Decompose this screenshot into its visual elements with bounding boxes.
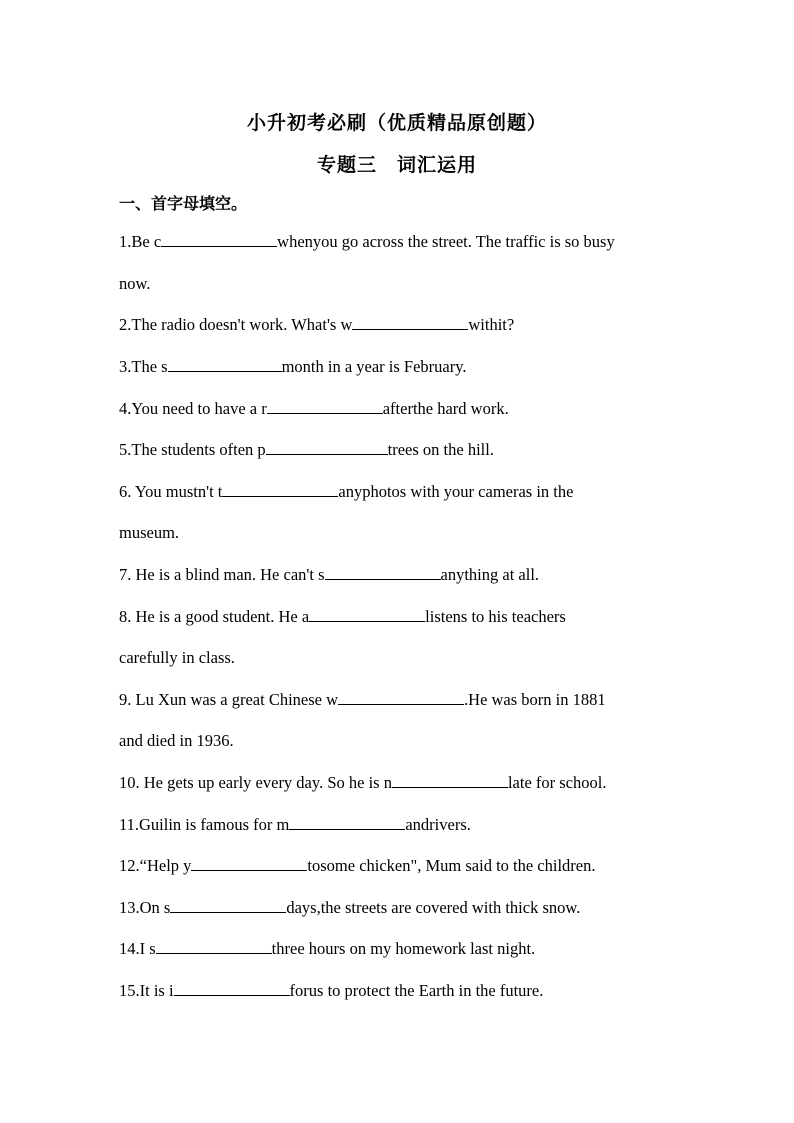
answer-blank[interactable] bbox=[267, 399, 383, 414]
answer-blank[interactable] bbox=[191, 856, 307, 871]
question-6-continued: museum. bbox=[119, 523, 180, 542]
answer-blank[interactable] bbox=[168, 357, 282, 372]
question-5: 5.The students often p trees on the hill. bbox=[119, 440, 494, 459]
question-2: 2.The radio doesn't work. What's w withit? bbox=[119, 315, 515, 334]
answer-blank[interactable] bbox=[338, 690, 464, 705]
question-8-continued: carefully in class. bbox=[119, 648, 235, 667]
question-12: 12.“Help y tosome chicken", Mum said to the children. bbox=[119, 856, 596, 875]
question-13: 13.On s days,the streets are covered with thick snow. bbox=[119, 898, 581, 917]
answer-blank[interactable] bbox=[392, 773, 508, 788]
answer-blank[interactable] bbox=[325, 565, 441, 580]
question-15: 15.It is i forus to protect the Earth in the future. bbox=[119, 981, 544, 1000]
answer-blank[interactable] bbox=[309, 607, 425, 622]
question-14: 14.I s three hours on my homework last night. bbox=[119, 939, 536, 958]
question-6: 6. You mustn't t anyphotos with your cameras in the bbox=[119, 482, 574, 501]
answer-blank[interactable] bbox=[222, 482, 338, 497]
question-8: 8. He is a good student. He a listens to his teachers bbox=[119, 607, 566, 626]
page-subtitle: 专题三 词汇运用 bbox=[316, 154, 477, 176]
question-1: 1.Be c whenyou go across the street. The traffic is so busy bbox=[119, 232, 615, 251]
question-10: 10. He gets up early every day. So he is n late for school. bbox=[119, 773, 607, 792]
answer-blank[interactable] bbox=[170, 898, 286, 913]
answer-blank[interactable] bbox=[156, 939, 272, 954]
question-3: 3.The s month in a year is February. bbox=[119, 357, 467, 376]
answer-blank[interactable] bbox=[174, 981, 290, 996]
question-9: 9. Lu Xun was a great Chinese w .He was born in 1881 bbox=[119, 690, 606, 709]
question-1-continued: now. bbox=[119, 274, 151, 293]
section-heading: 一、首字母填空。 bbox=[119, 194, 248, 213]
page-title: 小升初考必刷（优质精品原创题） bbox=[246, 112, 547, 134]
question-4: 4.You need to have a r afterthe hard work. bbox=[119, 399, 509, 418]
answer-blank[interactable] bbox=[352, 315, 468, 330]
answer-blank[interactable] bbox=[289, 815, 405, 830]
question-11: 11.Guilin is famous for m andrivers. bbox=[119, 815, 471, 834]
answer-blank[interactable] bbox=[161, 232, 277, 247]
answer-blank[interactable] bbox=[266, 440, 388, 455]
question-9-continued: and died in 1936. bbox=[119, 731, 234, 750]
question-7: 7. He is a blind man. He can't s anything at all. bbox=[119, 565, 540, 584]
